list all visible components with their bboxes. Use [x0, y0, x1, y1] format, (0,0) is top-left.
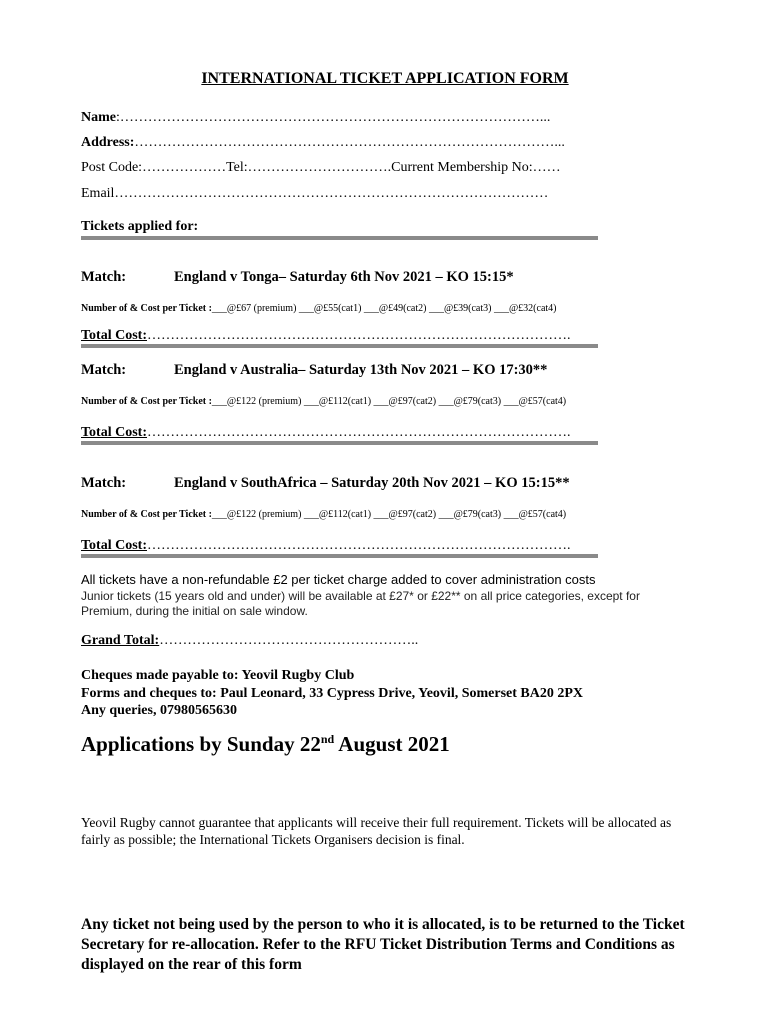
deadline-suffix: August 2021	[334, 732, 450, 756]
name-dots: :………………………………………………………………………………...	[116, 110, 551, 125]
address-field[interactable]	[81, 135, 565, 151]
cost-options: ___@£122 (premium) ___@£112(cat1) ___@£97(cat2) ___@£79(cat3) ___@£57(cat4)	[211, 509, 567, 520]
queries-phone: Any queries, 07980565630	[81, 703, 237, 718]
match-title: England v SouthAfrica – Saturday 20th Nov 2021 – KO 15:15**	[174, 475, 570, 491]
total-cost-dots: ……………………………………………………………………………….	[147, 538, 571, 553]
divider	[81, 344, 598, 348]
deadline-ordinal: nd	[320, 732, 335, 746]
divider	[81, 441, 598, 445]
address-dots: ………………………………………………………………………………...	[134, 135, 565, 150]
total-cost-dots: ……………………………………………………………………………….	[147, 328, 571, 343]
name-label: Name	[81, 110, 116, 125]
match-title: England v Tonga– Saturday 6th Nov 2021 – KO 15:15*	[174, 269, 514, 285]
form-title: INTERNATIONAL TICKET APPLICATION FORM	[201, 70, 569, 87]
allocation-disclaimer: Yeovil Rugby cannot guarantee that applicants will receive their full requirement. Tickets will be allocated as fairly as possible; the International Tickets Organisers decision is final.	[81, 815, 672, 847]
total-cost-field[interactable]	[81, 425, 571, 441]
cheques-payable: Cheques made payable to: Yeovil Rugby Club	[81, 668, 355, 683]
grand-total-field[interactable]	[81, 633, 418, 649]
cost-label: Number of & Cost per Ticket :	[81, 509, 212, 520]
admin-charge-note: All tickets have a non-refundable £2 per ticket charge added to cover administration costs	[81, 572, 596, 587]
match-label: Match:	[81, 475, 127, 491]
deadline-prefix: Applications by Sunday 22	[81, 732, 321, 756]
email-field[interactable]: Email…………………………………………………………………………………	[81, 186, 549, 201]
payment-info	[81, 667, 583, 720]
cost-options: ___@£122 (premium) ___@£112(cat1) ___@£97(cat2) ___@£79(cat3) ___@£57(cat4)	[211, 396, 567, 407]
divider	[81, 554, 598, 558]
match-label: Match:	[81, 269, 127, 285]
match-title: England v Australia– Saturday 13th Nov 2021 – KO 17:30**	[174, 362, 548, 378]
total-cost-field[interactable]	[81, 328, 571, 344]
ticket-cost-row[interactable]	[81, 509, 566, 520]
cost-label: Number of & Cost per Ticket :	[81, 396, 212, 407]
total-cost-label: Total Cost:	[81, 328, 147, 343]
divider	[81, 236, 598, 240]
total-cost-field[interactable]	[81, 538, 571, 554]
return-ticket-notice: Any ticket not being used by the person to who it is allocated, is to be returned to the Ticket Secretary for re-allocation. Refer to the RFU Ticket Distribution Terms and Conditions as displayed on the rear of this form	[81, 916, 685, 973]
ticket-cost-row[interactable]	[81, 396, 566, 407]
grand-total-dots: ………………………………………………..	[159, 633, 419, 648]
address-label: Address:	[81, 135, 135, 150]
ticket-cost-row[interactable]	[81, 303, 557, 314]
cost-options: ___@£67 (premium) ___@£55(cat1) ___@£49(cat2) ___@£39(cat3) ___@£32(cat4)	[211, 303, 557, 314]
total-cost-label: Total Cost:	[81, 538, 147, 553]
grand-total-label: Grand Total:	[81, 633, 160, 648]
application-deadline	[81, 732, 450, 757]
match-label: Match:	[81, 362, 127, 378]
name-field[interactable]	[81, 110, 550, 126]
forms-address: Forms and cheques to: Paul Leonard, 33 Cypress Drive, Yeovil, Somerset BA20 2PX	[81, 685, 584, 701]
postcode-tel-membership-field[interactable]: Post Code:………………Tel:………………………….Current Membership No:……	[81, 160, 561, 175]
total-cost-label: Total Cost:	[81, 425, 147, 440]
cost-label: Number of & Cost per Ticket :	[81, 303, 212, 314]
junior-ticket-note: Junior tickets (15 years old and under) will be available at £27* or £22** on all price categories, except for Premium, during the initial on sale window.	[81, 589, 640, 618]
total-cost-dots: ……………………………………………………………………………….	[147, 425, 571, 440]
tickets-applied-heading: Tickets applied for:	[81, 219, 199, 234]
